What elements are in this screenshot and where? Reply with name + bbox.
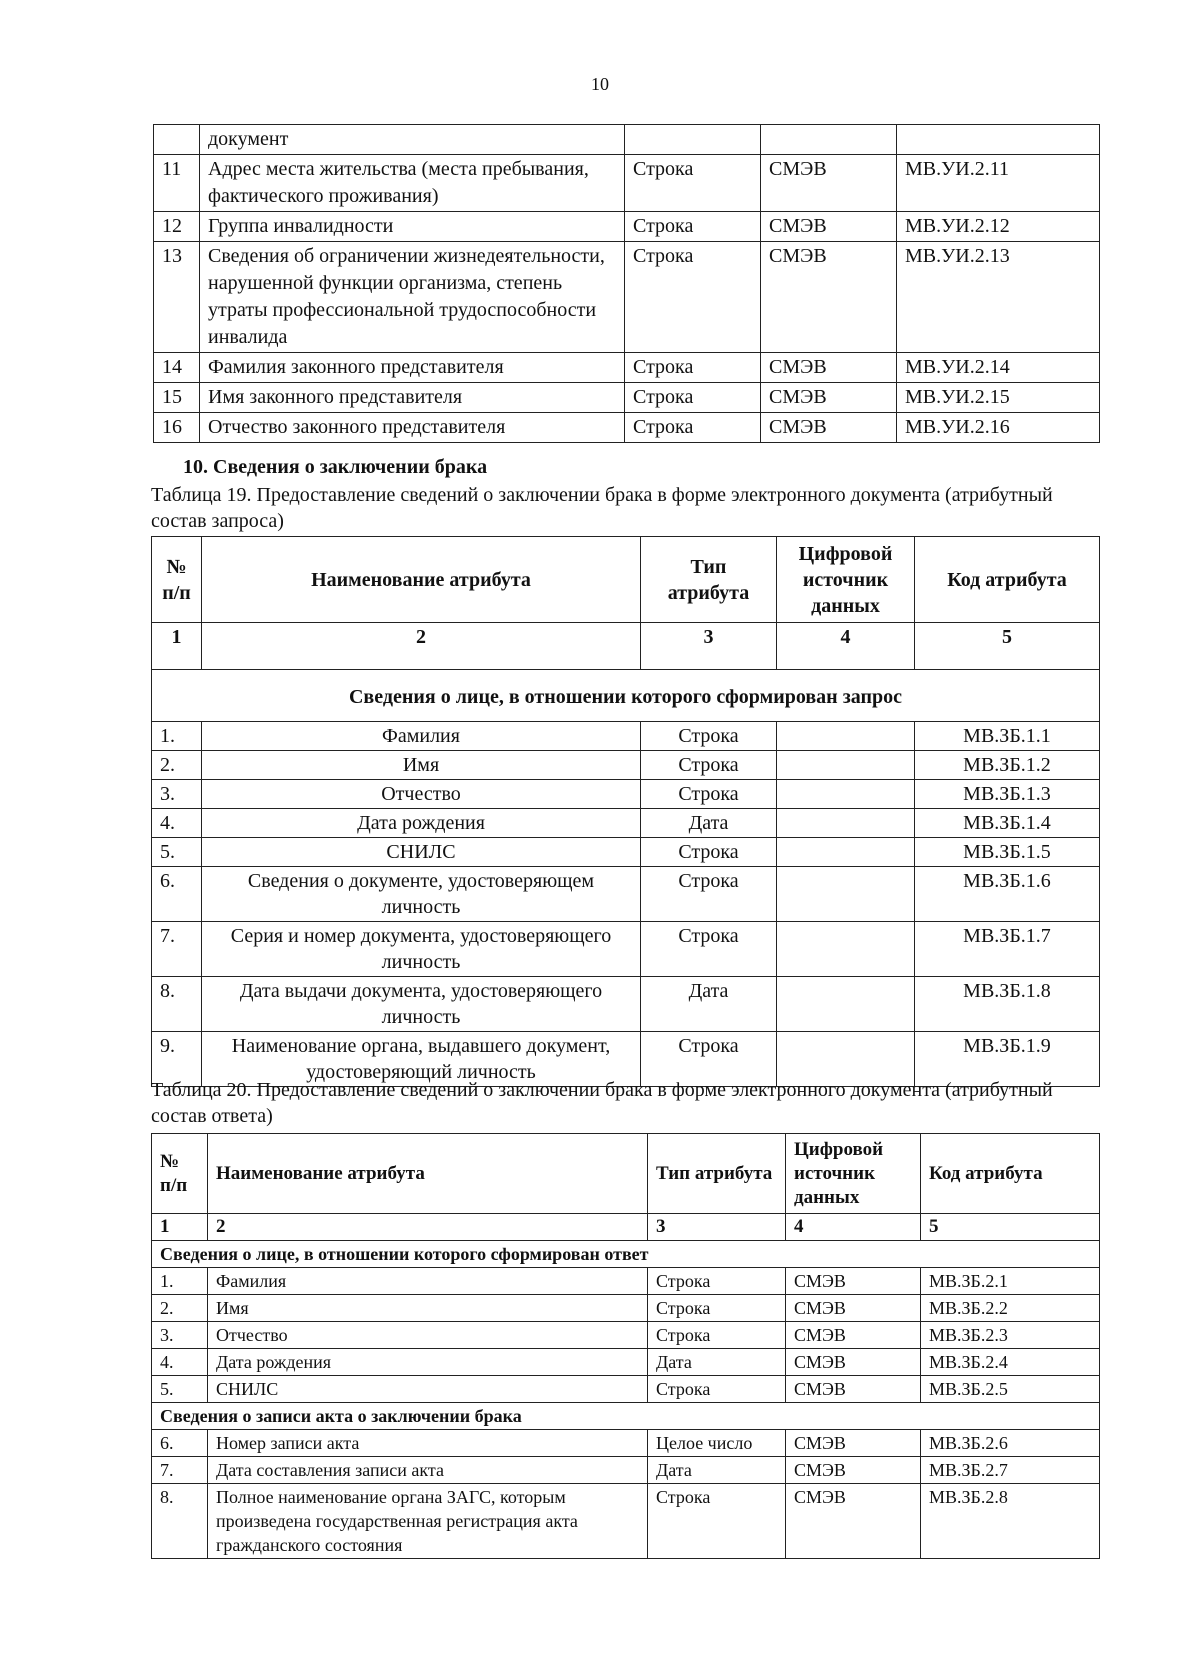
t20-cell-num: 8. [152,1484,208,1559]
t20-cell-type: Строка [648,1484,786,1559]
t20-cell-name: СНИЛС [208,1376,648,1403]
table-row [152,1295,1100,1322]
t19-cell-name: Дата рождения [202,809,641,838]
t20-cell-name: Имя [208,1295,648,1322]
table-row [154,242,1100,353]
t20-cell-source: СМЭВ [786,1268,921,1295]
t19-body [152,722,1100,1087]
t20-cell-code: МВ.ЗБ.2.3 [921,1322,1100,1349]
t20-cell-name: Фамилия [208,1268,648,1295]
t20-cell-code: МВ.ЗБ.2.8 [921,1484,1100,1559]
t20-cell-type: Дата [648,1349,786,1376]
t20-body [152,1241,1100,1559]
table-row [152,751,1100,780]
table-row [154,353,1100,383]
t20-cell-name: Полное наименование органа ЗАГС, которым произведена государственная регистрация акта гражданского состояния [208,1484,648,1559]
t19-header-name: Наименование атрибута [202,537,641,623]
cont-cell-source [761,125,897,155]
t20-colnum-1: 1 [152,1214,208,1241]
table-row [152,1484,1100,1559]
cont-cell-num: 13 [154,242,200,353]
t19-cell-num: 5. [152,838,202,867]
t19-cell-source [777,751,915,780]
t19-cell-source [777,867,915,922]
t19-cell-source [777,922,915,977]
t20-colnum-3: 3 [648,1214,786,1241]
table20 [151,1133,1100,1559]
t20-cell-type: Дата [648,1457,786,1484]
cont-cell-type: Строка [625,242,761,353]
t20-cell-name: Отчество [208,1322,648,1349]
t20-cell-name: Дата составления записи акта [208,1457,648,1484]
cont-cell-name: Сведения об ограничении жизнедеятельности, нарушенной функции организма, степень утраты профессиональной трудоспособности инвалида [200,242,625,353]
t20-cell-type: Целое число [648,1430,786,1457]
table-row [152,922,1100,977]
t20-cell-type: Строка [648,1268,786,1295]
t19-cell-name: Отчество [202,780,641,809]
t20-cell-source: СМЭВ [786,1322,921,1349]
cont-cell-name: Адрес места жительства (места пребывания, фактического проживания) [200,155,625,212]
t19-header-source: Цифровой источник данных [777,537,915,623]
t19-cell-type: Строка [641,722,777,751]
cont-cell-code: МВ.УИ.2.16 [897,413,1100,443]
t19-cell-source [777,838,915,867]
cont-cell-source: СМЭВ [761,242,897,353]
t20-cell-code: МВ.ЗБ.2.2 [921,1295,1100,1322]
t20-group-title: Сведения о записи акта о заключении брака [152,1403,1100,1430]
table-row [152,977,1100,1032]
cont-cell-type: Строка [625,212,761,242]
table-group-row [152,1241,1100,1268]
t19-cell-num: 4. [152,809,202,838]
table-group-row [152,1403,1100,1430]
table-row [152,838,1100,867]
t20-cell-num: 2. [152,1295,208,1322]
t20-cell-num: 7. [152,1457,208,1484]
cont-cell-type: Строка [625,155,761,212]
t20-cell-source: СМЭВ [786,1484,921,1559]
t20-cell-code: МВ.ЗБ.2.4 [921,1349,1100,1376]
section-heading: 10. Сведения о заключении брака [183,456,488,478]
cont-cell-code [897,125,1100,155]
t19-header-num: № п/п [152,537,202,623]
table-row [152,809,1100,838]
table-row [152,722,1100,751]
table-row [154,155,1100,212]
t20-cell-name: Номер записи акта [208,1430,648,1457]
t20-header-name: Наименование атрибута [208,1134,648,1214]
t20-colnum-2: 2 [208,1214,648,1241]
cont-cell-code: МВ.УИ.2.14 [897,353,1100,383]
t19-header-type: Тип атрибута [641,537,777,623]
cont-cell-source: СМЭВ [761,155,897,212]
t20-header-type: Тип атрибута [648,1134,786,1214]
t20-cell-source: СМЭВ [786,1376,921,1403]
cont-cell-code: МВ.УИ.2.15 [897,383,1100,413]
table-row [152,867,1100,922]
t19-colnum-3: 3 [641,623,777,670]
t19-cell-name: Дата выдачи документа, удостоверяющего личность [202,977,641,1032]
t19-cell-num: 9. [152,1032,202,1087]
t20-cell-name: Дата рождения [208,1349,648,1376]
t19-cell-type: Строка [641,867,777,922]
t19-colnum-5: 5 [915,623,1100,670]
cont-cell-num: 14 [154,353,200,383]
cont-cell-type: Строка [625,383,761,413]
t20-cell-type: Строка [648,1322,786,1349]
cont-cell-num: 11 [154,155,200,212]
t20-header-source: Цифровой источник данных [786,1134,921,1214]
cont-cell-code: МВ.УИ.2.12 [897,212,1100,242]
t19-cell-type: Дата [641,809,777,838]
t20-cell-source: СМЭВ [786,1295,921,1322]
cont-cell-num [154,125,200,155]
continuation-table-body [154,125,1100,443]
t19-cell-type: Строка [641,922,777,977]
cont-cell-type: Строка [625,353,761,383]
table-row [152,1376,1100,1403]
t19-cell-code: МВ.ЗБ.1.6 [915,867,1100,922]
t19-cell-code: МВ.ЗБ.1.8 [915,977,1100,1032]
t20-cell-num: 4. [152,1349,208,1376]
table20-caption: Таблица 20. Предоставление сведений о заключении брака в форме электронного документа (атрибутный состав ответа) [151,1079,1053,1127]
t20-cell-num: 5. [152,1376,208,1403]
t19-cell-name: Фамилия [202,722,641,751]
t19-cell-source [777,809,915,838]
t19-cell-source [777,977,915,1032]
t20-cell-source: СМЭВ [786,1430,921,1457]
t19-header-code: Код атрибута [915,537,1100,623]
cont-cell-name: Фамилия законного представителя [200,353,625,383]
t19-cell-code: МВ.ЗБ.1.5 [915,838,1100,867]
t19-cell-code: МВ.ЗБ.1.7 [915,922,1100,977]
cont-cell-type: Строка [625,413,761,443]
cont-cell-type [625,125,761,155]
table-row [152,1349,1100,1376]
t19-cell-num: 2. [152,751,202,780]
t19-cell-name: Сведения о документе, удостоверяющем личность [202,867,641,922]
t20-header-code: Код атрибута [921,1134,1100,1214]
t19-cell-source [777,722,915,751]
t19-cell-type: Строка [641,751,777,780]
table-row [154,383,1100,413]
t20-cell-num: 1. [152,1268,208,1295]
t19-cell-code: МВ.ЗБ.1.9 [915,1032,1100,1087]
t19-cell-num: 8. [152,977,202,1032]
t19-colnum-4: 4 [777,623,915,670]
t20-cell-num: 3. [152,1322,208,1349]
cont-cell-source: СМЭВ [761,353,897,383]
table-row [154,212,1100,242]
t20-cell-source: СМЭВ [786,1457,921,1484]
t19-cell-name: Имя [202,751,641,780]
t20-cell-type: Строка [648,1376,786,1403]
table19-caption: Таблица 19. Предоставление сведений о заключении брака в форме электронного документа (атрибутный состав запроса) [151,484,1053,532]
t19-colnum-2: 2 [202,623,641,670]
cont-cell-num: 16 [154,413,200,443]
table-row [152,1430,1100,1457]
t20-cell-type: Строка [648,1295,786,1322]
t19-cell-name: СНИЛС [202,838,641,867]
t19-cell-type: Дата [641,977,777,1032]
t19-group-title: Сведения о лице, в отношении которого сформирован запрос [152,670,1100,722]
t20-cell-code: МВ.ЗБ.2.7 [921,1457,1100,1484]
t19-cell-name: Серия и номер документа, удостоверяющего личность [202,922,641,977]
t20-cell-code: МВ.ЗБ.2.6 [921,1430,1100,1457]
table-row [152,1322,1100,1349]
t19-cell-num: 6. [152,867,202,922]
t19-cell-num: 3. [152,780,202,809]
t19-cell-code: МВ.ЗБ.1.3 [915,780,1100,809]
t19-colnum-1: 1 [152,623,202,670]
t19-cell-num: 7. [152,922,202,977]
t20-group-title: Сведения о лице, в отношении которого сформирован ответ [152,1241,1100,1268]
t20-cell-code: МВ.ЗБ.2.5 [921,1376,1100,1403]
t20-cell-code: МВ.ЗБ.2.1 [921,1268,1100,1295]
t19-cell-source [777,780,915,809]
cont-cell-name: Группа инвалидности [200,212,625,242]
t19-cell-code: МВ.ЗБ.1.4 [915,809,1100,838]
cont-cell-num: 15 [154,383,200,413]
table-row [154,413,1100,443]
cont-cell-name: документ [200,125,625,155]
cont-cell-name: Отчество законного представителя [200,413,625,443]
continuation-table [153,124,1100,443]
cont-cell-code: МВ.УИ.2.13 [897,242,1100,353]
t20-colnum-4: 4 [786,1214,921,1241]
cont-cell-code: МВ.УИ.2.11 [897,155,1100,212]
t20-header-num: № п/п [152,1134,208,1214]
cont-cell-source: СМЭВ [761,383,897,413]
t20-colnum-5: 5 [921,1214,1100,1241]
t19-cell-type: Строка [641,838,777,867]
t19-cell-type: Строка [641,1032,777,1087]
t20-cell-source: СМЭВ [786,1349,921,1376]
t19-cell-type: Строка [641,780,777,809]
table-row [152,1457,1100,1484]
table19 [151,536,1100,1087]
table-row [152,1268,1100,1295]
table-row [154,125,1100,155]
cont-cell-source: СМЭВ [761,212,897,242]
t19-cell-code: МВ.ЗБ.1.1 [915,722,1100,751]
table-row [152,780,1100,809]
t19-cell-name: Наименование органа, выдавшего документ, удостоверяющий личность [202,1032,641,1087]
cont-cell-source: СМЭВ [761,413,897,443]
page-number: 10 [591,74,609,94]
cont-cell-num: 12 [154,212,200,242]
t19-cell-num: 1. [152,722,202,751]
t20-cell-num: 6. [152,1430,208,1457]
t19-cell-code: МВ.ЗБ.1.2 [915,751,1100,780]
cont-cell-name: Имя законного представителя [200,383,625,413]
